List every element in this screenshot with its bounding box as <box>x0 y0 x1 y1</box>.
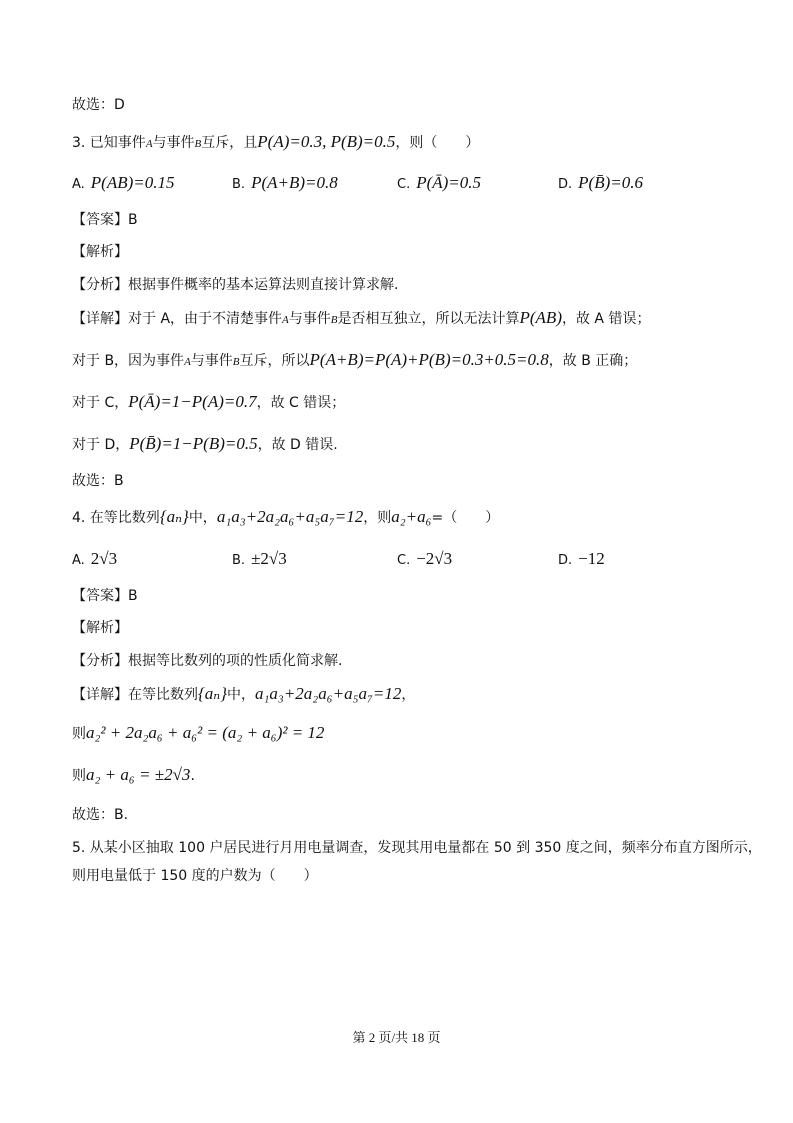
q3-option-c: C. P(Ā)=0.5 <box>397 173 482 192</box>
q5-line-1: 5. 从某小区抽取 100 户居民进行月用电量调查，发现其用电量都在 50 到 350 度之间，频率分布直方图所示， <box>72 840 762 856</box>
q4-stem: 4. 在等比数列{aₙ}中，a₁a₃+2a₂a₆+a₅a₇=12，则a₂+a₆=（ ） <box>72 507 500 526</box>
q4-option-d: D. −12 <box>558 549 605 568</box>
q4-option-c: C. −2√3 <box>397 549 453 568</box>
q3-detail-c: 对于 C，P(Ā)=1−P(A)=0.7，故 C 错误； <box>72 392 346 411</box>
q4-option-a: A. 2√3 <box>72 549 118 568</box>
q4-option-b: B. ±2√3 <box>232 549 287 568</box>
q3-detail-a: 【详解】对于 A，由于不清楚事件A与事件B是否相互独立，所以无法计算P(AB)，故 A 错误； <box>72 308 651 327</box>
q3-stem-math: P(A)=0.3, P(B)=0.5 <box>257 132 396 151</box>
q3-stem-d: ，则（ ） <box>395 135 480 151</box>
q3-option-b: B. P(A+B)=0.8 <box>232 173 338 192</box>
q4-step-2: 则a₂ + a₆ = ±2√3. <box>72 765 195 784</box>
event-b-letter: B <box>194 138 202 150</box>
q3-analysis-heading: 【解析】 <box>72 244 128 260</box>
q3-analysis: 【分析】根据事件概率的基本运算法则直接计算求解. <box>72 277 399 293</box>
q3-answer: 【答案】B <box>72 212 138 228</box>
page-footer: 第 2 页/共 18 页 <box>352 1030 441 1045</box>
q4-analysis: 【分析】根据等比数列的项的性质化简求解. <box>72 653 343 669</box>
q3-stem <box>72 131 479 155</box>
q4-answer: 【答案】B <box>72 588 138 604</box>
q5-line-2: 则用电量低于 150 度的户数为（ ） <box>72 868 318 884</box>
q3-detail-d: 对于 D，P(B̄)=1−P(B)=0.5，故 D 错误. <box>72 434 338 453</box>
q3-option-d: D. P(B̄)=0.6 <box>558 173 643 192</box>
q4-conclusion: 故选：B. <box>72 807 129 823</box>
q4-analysis-heading: 【解析】 <box>72 620 128 636</box>
previous-conclusion: 故选：D <box>72 97 125 113</box>
q3-stem-a: 3. 已知事件 <box>72 135 146 151</box>
q4-detail: 【详解】在等比数列{aₙ}中，a₁a₃+2a₂a₆+a₅a₇=12， <box>72 684 416 703</box>
q3-conclusion: 故选：B <box>72 473 124 489</box>
q4-step-1: 则a₂² + 2a₂a₆ + a₆² = (a₂ + a₆)² = 12 <box>72 723 325 742</box>
q3-stem-c: 互斥，且 <box>201 135 258 151</box>
q3-option-a: A. P(AB)=0.15 <box>72 173 175 192</box>
q3-stem-b: 与事件 <box>152 135 195 151</box>
event-a-letter: A <box>145 138 153 150</box>
q3-detail-b: 对于 B，因为事件A与事件B互斥，所以P(A+B)=P(A)+P(B)=0.3+0.5=0.8，故 B 正确； <box>72 350 638 369</box>
